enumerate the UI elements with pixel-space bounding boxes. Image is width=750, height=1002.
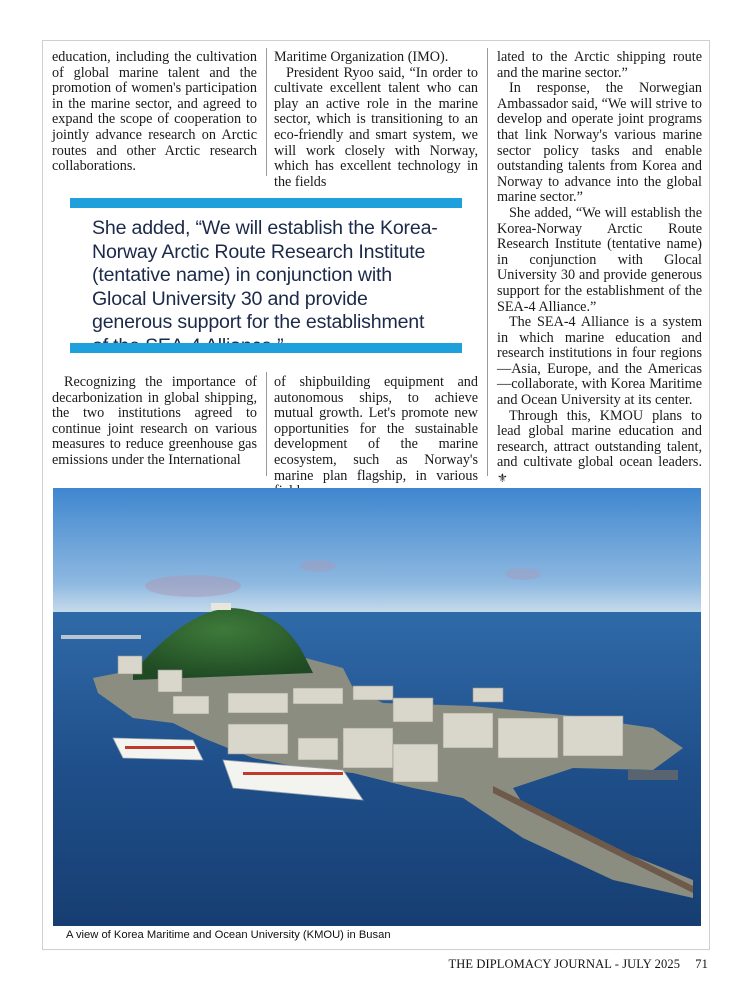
paragraph: of shipbuilding equipment and autonomous ships, to achieve mutual growth. Let's promote new opportunities for the sustainable development of the marine ecosystem, such as Norway's marine plan flagship, in various xyxy=(274,374,478,484)
column-3 xyxy=(497,50,702,487)
column-1-bottom xyxy=(52,375,257,469)
paragraph: The SEA-4 Alliance is a system in which marine education and research institutions in four regions—Asia, Europe, and the Americas—collaborate, with Korea Maritime and Ocean University at its center. xyxy=(497,314,702,409)
paragraph: education, including the cultivation of global marine talent and the promotion of women's participation in the marine sector, and agreed to expand the scope of cooperation to jointly advance research on Arctic routes and other Arctic research collaborations. xyxy=(52,49,257,175)
paragraph-text: Through this, KMOU plans to lead global marine education and research, attract outstanding talent, and cultivate global ocean leaders. xyxy=(497,407,702,471)
column-divider xyxy=(266,372,267,476)
end-mark-icon: ⚜ xyxy=(497,471,508,486)
pull-quote: She added, “We will establish the Korea-Norway Arctic Route Research Institute (tentative name) in conjunction with Glocal University 30 and provide generous support for the establishment xyxy=(92,217,438,334)
column-2-top xyxy=(274,50,478,190)
column-2-bottom xyxy=(274,375,478,500)
paragraph: President Ryoo said, “In order to cultivate excellent talent who can play an active role in the marine sector, which is transitioning to an eco-friendly and smart system, we will work closely with Norway, which has excellent technology in the fields xyxy=(274,64,478,190)
campus-aerial-photo xyxy=(53,488,701,926)
publication-name: THE DIPLOMACY JOURNAL - JULY 2025 xyxy=(448,957,681,971)
paragraph: She added, “We will establish the Korea-Norway Arctic Route Research Institute (tentative name) in conjunction with Glocal University 30 and provide generous support for the establishment of the SEA-4 Alliance.” xyxy=(497,204,702,315)
page-footer xyxy=(449,957,709,972)
paragraph: Recognizing the importance of decarbonization in global shipping, the two institutions agreed to continue joint research on various measures to reduce greenhouse gas emissions under the International xyxy=(52,374,257,468)
paragraph xyxy=(497,409,702,487)
pull-quote-top-bar xyxy=(70,198,462,208)
photo-caption: A view of Korea Maritime and Ocean University (KMOU) in Busan xyxy=(66,929,391,941)
paragraph: lated to the Arctic shipping route and the marine sector.” xyxy=(497,49,702,81)
paragraph: Maritime Organization (IMO). xyxy=(274,49,449,65)
paragraph: In response, the Norwegian Ambassador said, “We will strive to develop and operate joint programs that link Norway's various marine sector policy tasks and enable outstanding talents from Korea and Norway to advance into the global marine sector.” xyxy=(497,80,702,206)
page-number: 71 xyxy=(695,957,708,971)
column-divider xyxy=(487,48,488,476)
column-divider xyxy=(266,48,267,176)
pull-quote-bottom-bar xyxy=(70,343,462,353)
column-1-top xyxy=(52,50,257,175)
